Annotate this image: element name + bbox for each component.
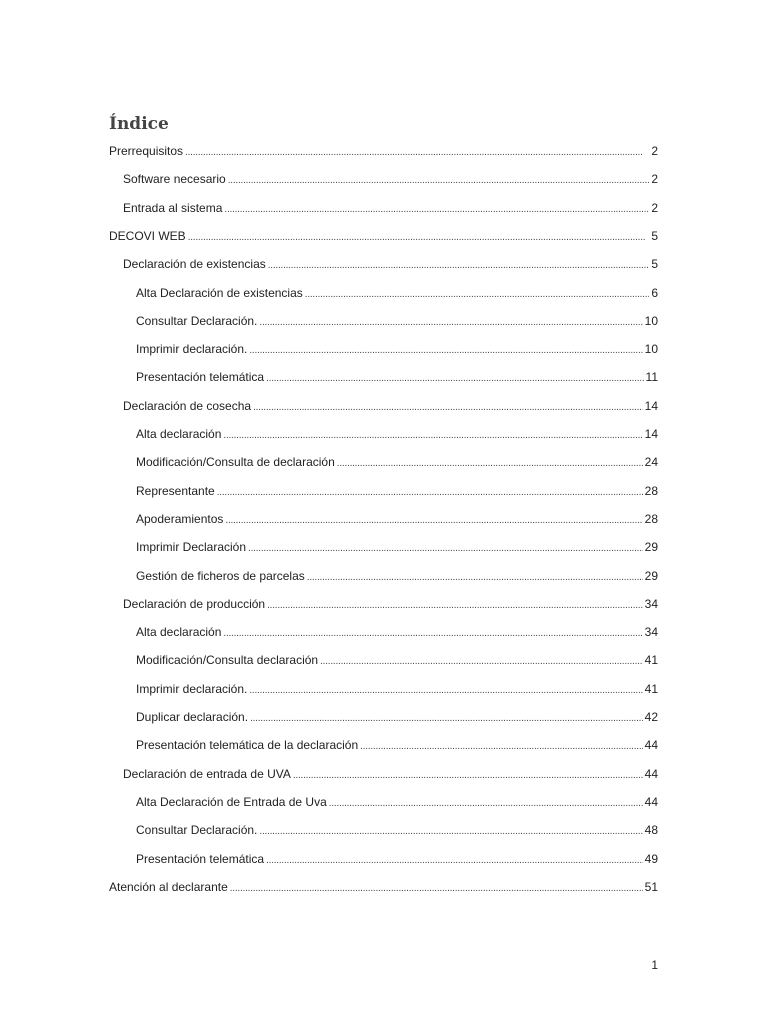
toc-entry-label: Representante xyxy=(136,483,215,498)
toc-entry-label: Imprimir declaración. xyxy=(136,342,248,357)
toc-dot-leader xyxy=(223,426,642,446)
toc-dot-leader xyxy=(360,737,643,757)
toc-dot-leader xyxy=(223,624,642,644)
toc-entry-page: 2 xyxy=(651,144,658,158)
toc-entry-label: Modificación/Consulta declaración xyxy=(136,653,319,668)
toc-entry[interactable] xyxy=(136,849,658,869)
toc-dot-leader xyxy=(266,851,643,871)
toc-entry-page: 48 xyxy=(644,823,658,838)
toc-entry-label: Entrada al sistema xyxy=(123,200,223,215)
toc-dot-leader xyxy=(225,511,642,531)
toc-entry-label: Alta Declaración de Entrada de Uva xyxy=(136,794,327,809)
toc-entry-page: 14 xyxy=(644,398,658,413)
page-title: Índice xyxy=(109,114,169,134)
toc-dot-leader xyxy=(249,341,642,361)
toc-dot-leader xyxy=(250,709,643,729)
toc-entry-page: 34 xyxy=(644,596,658,611)
toc-dot-leader xyxy=(249,681,642,701)
toc-entry-page: 10 xyxy=(644,313,658,328)
toc-entry-label: Presentación telemática xyxy=(136,851,265,866)
page-number: 1 xyxy=(651,958,658,972)
toc-entry-page: 44 xyxy=(644,738,658,753)
toc-entry[interactable] xyxy=(136,452,658,472)
toc-dot-leader xyxy=(259,822,642,842)
toc-entry-label: Imprimir declaración. xyxy=(136,681,248,696)
toc-entry-page: 29 xyxy=(644,568,658,583)
toc-dot-leader xyxy=(293,766,643,786)
toc-dot-leader xyxy=(320,652,643,672)
toc-entry-page: 11 xyxy=(645,370,658,385)
toc-entry[interactable] xyxy=(123,396,658,416)
toc-entry-label: Modificación/Consulta de declaración xyxy=(136,455,335,470)
toc-entry-label: DECOVI WEB xyxy=(109,228,186,243)
toc-entry[interactable] xyxy=(136,339,658,359)
toc-entry-label: Declaración de entrada de UVA xyxy=(123,766,291,781)
toc-entry-label: Atención al declarante xyxy=(109,879,228,894)
toc-entry[interactable] xyxy=(109,141,658,161)
toc-entry[interactable] xyxy=(136,537,658,557)
toc-entry-page: 44 xyxy=(644,766,658,781)
toc-dot-leader xyxy=(268,256,650,276)
toc-entry-label: Consultar Declaración. xyxy=(136,313,258,328)
toc-entry-page: 42 xyxy=(644,710,658,724)
toc-entry-page: 28 xyxy=(644,483,658,498)
toc-entry[interactable] xyxy=(136,622,658,642)
toc-entry-page: 2 xyxy=(651,200,658,215)
toc-dot-leader xyxy=(253,398,643,418)
toc-entry-label: Duplicar declaración. xyxy=(136,710,249,724)
toc-entry-page: 6 xyxy=(651,285,658,300)
toc-entry-page: 24 xyxy=(644,455,658,470)
toc-entry-page: 44 xyxy=(644,794,658,809)
toc-dot-leader xyxy=(266,369,643,389)
toc-dot-leader xyxy=(305,285,650,305)
toc-entry-label: Declaración de existencias xyxy=(123,257,266,272)
toc-dot-leader xyxy=(248,539,643,559)
toc-entry[interactable] xyxy=(136,650,658,670)
toc-entry-label: Alta declaración xyxy=(136,625,222,640)
toc-dot-leader xyxy=(307,568,643,588)
toc-entry-label: Alta Declaración de existencias xyxy=(136,285,303,300)
toc-entry[interactable] xyxy=(136,424,658,444)
toc-entry[interactable] xyxy=(123,764,658,784)
toc-entry-label: Software necesario xyxy=(123,172,226,187)
toc-entry-label: Alta declaración xyxy=(136,427,222,441)
toc-entry-label: Imprimir Declaración xyxy=(136,540,247,555)
toc-dot-leader xyxy=(259,313,642,333)
toc-entry-page: 41 xyxy=(644,653,658,668)
toc-entry[interactable] xyxy=(136,283,658,303)
toc-entry-label: Declaración de cosecha xyxy=(123,398,252,413)
toc-entry-label: Apoderamientos xyxy=(136,511,224,526)
toc-entry-page: 41 xyxy=(644,681,658,696)
toc-entry-page: 49 xyxy=(644,851,658,866)
toc-dot-leader xyxy=(224,200,649,220)
toc-entry-page: 5 xyxy=(651,228,658,243)
toc-entry-label: Prerrequisitos xyxy=(109,144,184,158)
toc-entry[interactable] xyxy=(136,679,658,699)
toc-entry[interactable] xyxy=(123,594,658,614)
toc-entry-page: 2 xyxy=(651,172,658,187)
toc-entry[interactable] xyxy=(136,792,658,812)
toc-entry[interactable] xyxy=(136,311,658,331)
toc-entry-page: 10 xyxy=(644,342,658,357)
toc-entry[interactable] xyxy=(123,169,658,189)
toc-entry[interactable] xyxy=(136,735,658,755)
toc-entry-label: Gestión de ficheros de parcelas xyxy=(136,568,305,583)
toc-entry-page: 28 xyxy=(644,511,658,526)
toc-dot-leader xyxy=(228,171,650,191)
toc-dot-leader xyxy=(329,794,643,814)
toc-entry[interactable] xyxy=(123,198,658,218)
toc-entry-label: Presentación telemática de la declaración xyxy=(136,738,359,753)
toc-entry[interactable] xyxy=(136,367,658,387)
toc-entry[interactable] xyxy=(136,481,658,501)
toc-entry-page: 29 xyxy=(644,540,658,555)
toc-entry[interactable] xyxy=(136,820,658,840)
toc-dot-leader xyxy=(188,228,650,248)
toc-entry[interactable] xyxy=(136,566,658,586)
toc-dot-leader xyxy=(230,879,643,899)
toc-entry-label: Presentación telemática xyxy=(136,370,265,385)
toc-entry[interactable] xyxy=(136,509,658,529)
toc-entry[interactable] xyxy=(136,707,658,727)
toc-dot-leader xyxy=(267,596,643,616)
toc-dot-leader xyxy=(337,454,643,474)
toc-entry[interactable] xyxy=(109,226,658,246)
toc-entry[interactable] xyxy=(109,877,658,897)
toc-entry-page: 14 xyxy=(644,427,658,441)
toc-entry[interactable] xyxy=(123,254,658,274)
toc-dot-leader xyxy=(217,483,643,503)
toc-entry-page: 5 xyxy=(651,257,658,272)
toc-dot-leader xyxy=(185,143,649,163)
toc-entry-label: Declaración de producción xyxy=(123,596,266,611)
toc-entry-label: Consultar Declaración. xyxy=(136,823,258,838)
toc-entry-page: 51 xyxy=(644,879,658,894)
toc-entry-page: 34 xyxy=(644,625,658,640)
